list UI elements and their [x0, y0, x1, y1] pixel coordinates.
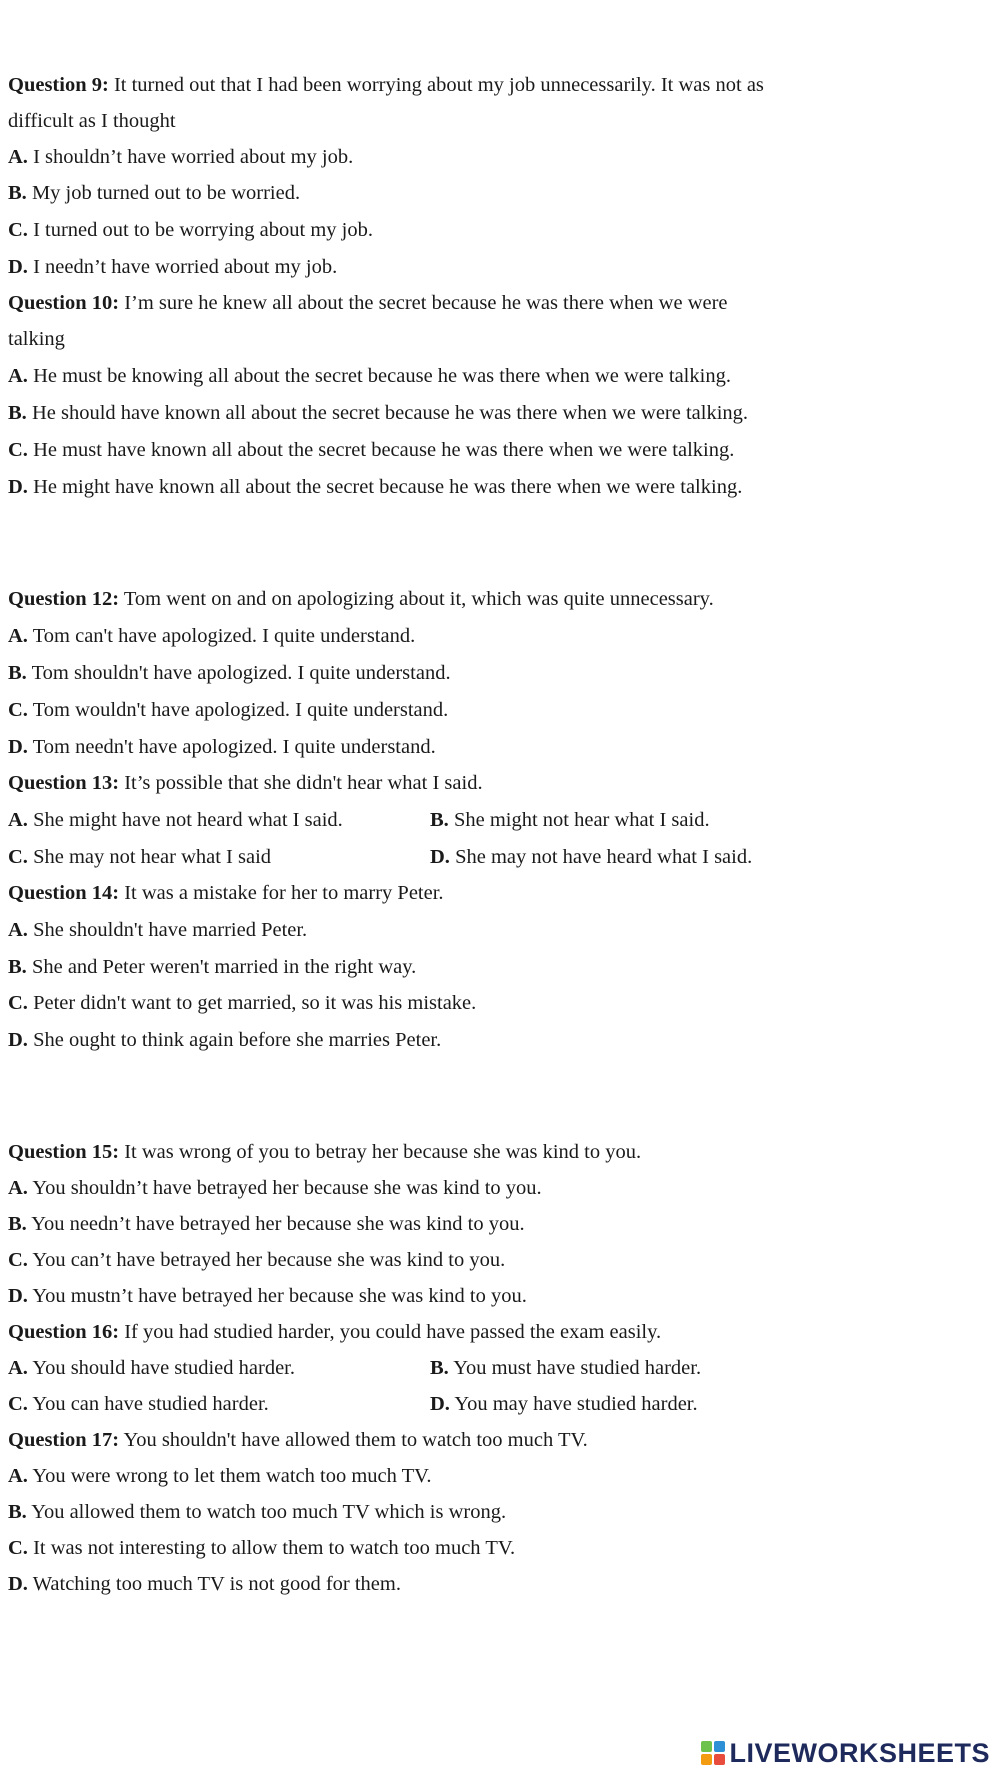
option-label: B. [8, 1501, 27, 1523]
option-text: She ought to think again before she marries Peter. [33, 1029, 442, 1051]
option-label: B. [8, 1213, 27, 1235]
question-text: If you had studied harder, you could have passed the exam easily. [124, 1321, 662, 1343]
question-14-option-d[interactable] [8, 1027, 441, 1053]
question-9-option-c[interactable] [8, 217, 373, 243]
option-label: A. [8, 146, 28, 168]
logo-square-orange [701, 1754, 712, 1765]
option-text: You should have studied harder. [32, 1357, 295, 1379]
logo-text: LIVEWORKSHEETS [729, 1738, 990, 1768]
question-10-stem-continued [8, 326, 65, 352]
option-label: C. [8, 219, 28, 241]
question-12-option-c[interactable] [8, 697, 448, 723]
option-label: D. [8, 1285, 28, 1307]
question-15-option-c[interactable] [8, 1247, 505, 1273]
question-13-option-d[interactable] [430, 844, 752, 870]
question-9-option-b[interactable] [8, 180, 300, 206]
option-label: B. [8, 402, 27, 424]
question-15-option-d[interactable] [8, 1283, 527, 1309]
question-label: Question 13: [8, 772, 120, 794]
option-text: You must have studied harder. [453, 1357, 702, 1379]
option-label: C. [8, 1393, 28, 1415]
option-text: He might have known all about the secret because he was there when we were talking. [33, 476, 743, 498]
option-label: B. [8, 662, 27, 684]
option-text: She may not have heard what I said. [455, 846, 753, 868]
question-label: Question 14: [8, 882, 120, 904]
option-text: She may not hear what I said [33, 846, 272, 868]
question-10-option-c[interactable] [8, 437, 734, 463]
question-9-option-d[interactable] [8, 254, 337, 280]
question-text: You shouldn't have allowed them to watch too much TV. [123, 1429, 588, 1451]
question-text: It’s possible that she didn't hear what I said. [124, 772, 483, 794]
question-12-option-b[interactable] [8, 660, 451, 686]
option-label: D. [8, 736, 28, 758]
option-text: It was not interesting to allow them to watch too much TV. [33, 1537, 516, 1559]
option-text: She and Peter weren't married in the right way. [31, 956, 417, 978]
question-16-option-a[interactable] [8, 1355, 295, 1381]
question-17-option-b[interactable] [8, 1499, 506, 1525]
question-text: It was wrong of you to betray her because she was kind to you. [124, 1141, 642, 1163]
option-label: D. [8, 1573, 28, 1595]
question-10-option-a[interactable] [8, 363, 731, 389]
option-label: C. [8, 439, 28, 461]
question-15-option-a[interactable] [8, 1175, 542, 1201]
question-label: Question 16: [8, 1321, 120, 1343]
option-label: D. [8, 256, 28, 278]
question-17-stem [8, 1427, 588, 1453]
option-label: C. [8, 1249, 28, 1271]
option-text: She shouldn't have married Peter. [33, 919, 308, 941]
question-label: Question 12: [8, 588, 120, 610]
question-14-option-b[interactable] [8, 954, 416, 980]
liveworksheets-logo-icon [701, 1741, 725, 1765]
option-text: Tom wouldn't have apologized. I quite understand. [32, 699, 449, 721]
option-label: A. [8, 1177, 28, 1199]
option-text: I turned out to be worrying about my job. [33, 219, 373, 241]
option-text: Tom needn't have apologized. I quite understand. [32, 736, 436, 758]
logo-square-green [701, 1741, 712, 1752]
option-text: He should have known all about the secret because he was there when we were talking. [31, 402, 749, 424]
option-text: He must be knowing all about the secret because he was there when we were talking. [33, 365, 731, 387]
option-text: You allowed them to watch too much TV which is wrong. [31, 1501, 507, 1523]
option-text: Tom shouldn't have apologized. I quite understand. [31, 662, 451, 684]
option-text: Tom can't have apologized. I quite understand. [32, 625, 416, 647]
option-label: C. [8, 992, 28, 1014]
question-16-option-d[interactable] [430, 1391, 698, 1417]
option-text: You shouldn’t have betrayed her because she was kind to you. [32, 1177, 542, 1199]
option-label: B. [8, 182, 27, 204]
question-14-option-c[interactable] [8, 990, 476, 1016]
option-label: A. [8, 365, 28, 387]
option-label: C. [8, 846, 28, 868]
option-label: B. [8, 956, 27, 978]
option-label: D. [430, 846, 450, 868]
option-text: Watching too much TV is not good for them. [32, 1573, 401, 1595]
option-text: She might have not heard what I said. [33, 809, 343, 831]
question-text: It was a mistake for her to marry Peter. [124, 882, 444, 904]
question-text: difficult as I thought [8, 110, 176, 132]
option-text: I needn’t have worried about my job. [33, 256, 338, 278]
question-17-option-a[interactable] [8, 1463, 431, 1489]
question-10-option-b[interactable] [8, 400, 748, 426]
question-text: talking [8, 328, 65, 350]
question-17-option-d[interactable] [8, 1571, 401, 1597]
question-16-option-c[interactable] [8, 1391, 269, 1417]
option-text: You can’t have betrayed her because she was kind to you. [32, 1249, 506, 1271]
question-10-stem [8, 290, 728, 316]
option-label: D. [430, 1393, 450, 1415]
question-15-option-b[interactable] [8, 1211, 525, 1237]
logo-square-blue [714, 1741, 725, 1752]
question-text: I’m sure he knew all about the secret because he was there when we were [124, 292, 728, 314]
question-13-stem [8, 770, 483, 796]
question-12-option-a[interactable] [8, 623, 415, 649]
option-text: You mustn’t have betrayed her because she was kind to you. [32, 1285, 527, 1307]
option-text: You can have studied harder. [32, 1393, 269, 1415]
question-17-option-c[interactable] [8, 1535, 515, 1561]
option-label: B. [430, 809, 449, 831]
option-text: You were wrong to let them watch too much TV. [32, 1465, 432, 1487]
option-label: A. [8, 919, 28, 941]
question-16-option-b[interactable] [430, 1355, 701, 1381]
option-text: Peter didn't want to get married, so it was his mistake. [33, 992, 477, 1014]
question-16-stem [8, 1319, 661, 1345]
question-14-stem [8, 880, 444, 906]
option-label: D. [8, 1029, 28, 1051]
question-label: Question 10: [8, 292, 120, 314]
question-10-option-d[interactable] [8, 474, 742, 500]
question-label: Question 9: [8, 74, 109, 96]
option-text: My job turned out to be worried. [31, 182, 301, 204]
option-text: She might not hear what I said. [453, 809, 710, 831]
option-label: A. [8, 625, 28, 647]
option-label: B. [430, 1357, 449, 1379]
question-13-option-c[interactable] [8, 844, 271, 870]
question-12-option-d[interactable] [8, 734, 436, 760]
option-text: I shouldn’t have worried about my job. [33, 146, 354, 168]
liveworksheets-logo[interactable] [701, 1736, 990, 1770]
option-text: You needn’t have betrayed her because she was kind to you. [31, 1213, 525, 1235]
question-label: Question 15: [8, 1141, 120, 1163]
question-label: Question 17: [8, 1429, 120, 1451]
option-text: You may have studied harder. [454, 1393, 698, 1415]
option-label: C. [8, 699, 28, 721]
option-label: D. [8, 476, 28, 498]
option-label: A. [8, 1357, 28, 1379]
option-label: A. [8, 1465, 28, 1487]
question-text: Tom went on and on apologizing about it, which was quite unnecessary. [123, 588, 714, 610]
question-9-option-a[interactable] [8, 144, 353, 170]
question-9-stem-continued [8, 108, 176, 134]
option-label: C. [8, 1537, 28, 1559]
question-12-stem [8, 586, 714, 612]
question-13-option-b[interactable] [430, 807, 710, 833]
question-14-option-a[interactable] [8, 917, 307, 943]
option-text: He must have known all about the secret because he was there when we were talking. [33, 439, 735, 461]
question-text: It turned out that I had been worrying about my job unnecessarily. It was not as [113, 74, 764, 96]
question-9-stem [8, 72, 764, 98]
logo-square-red [714, 1754, 725, 1765]
question-13-option-a[interactable] [8, 807, 343, 833]
option-label: A. [8, 809, 28, 831]
question-15-stem [8, 1139, 641, 1165]
